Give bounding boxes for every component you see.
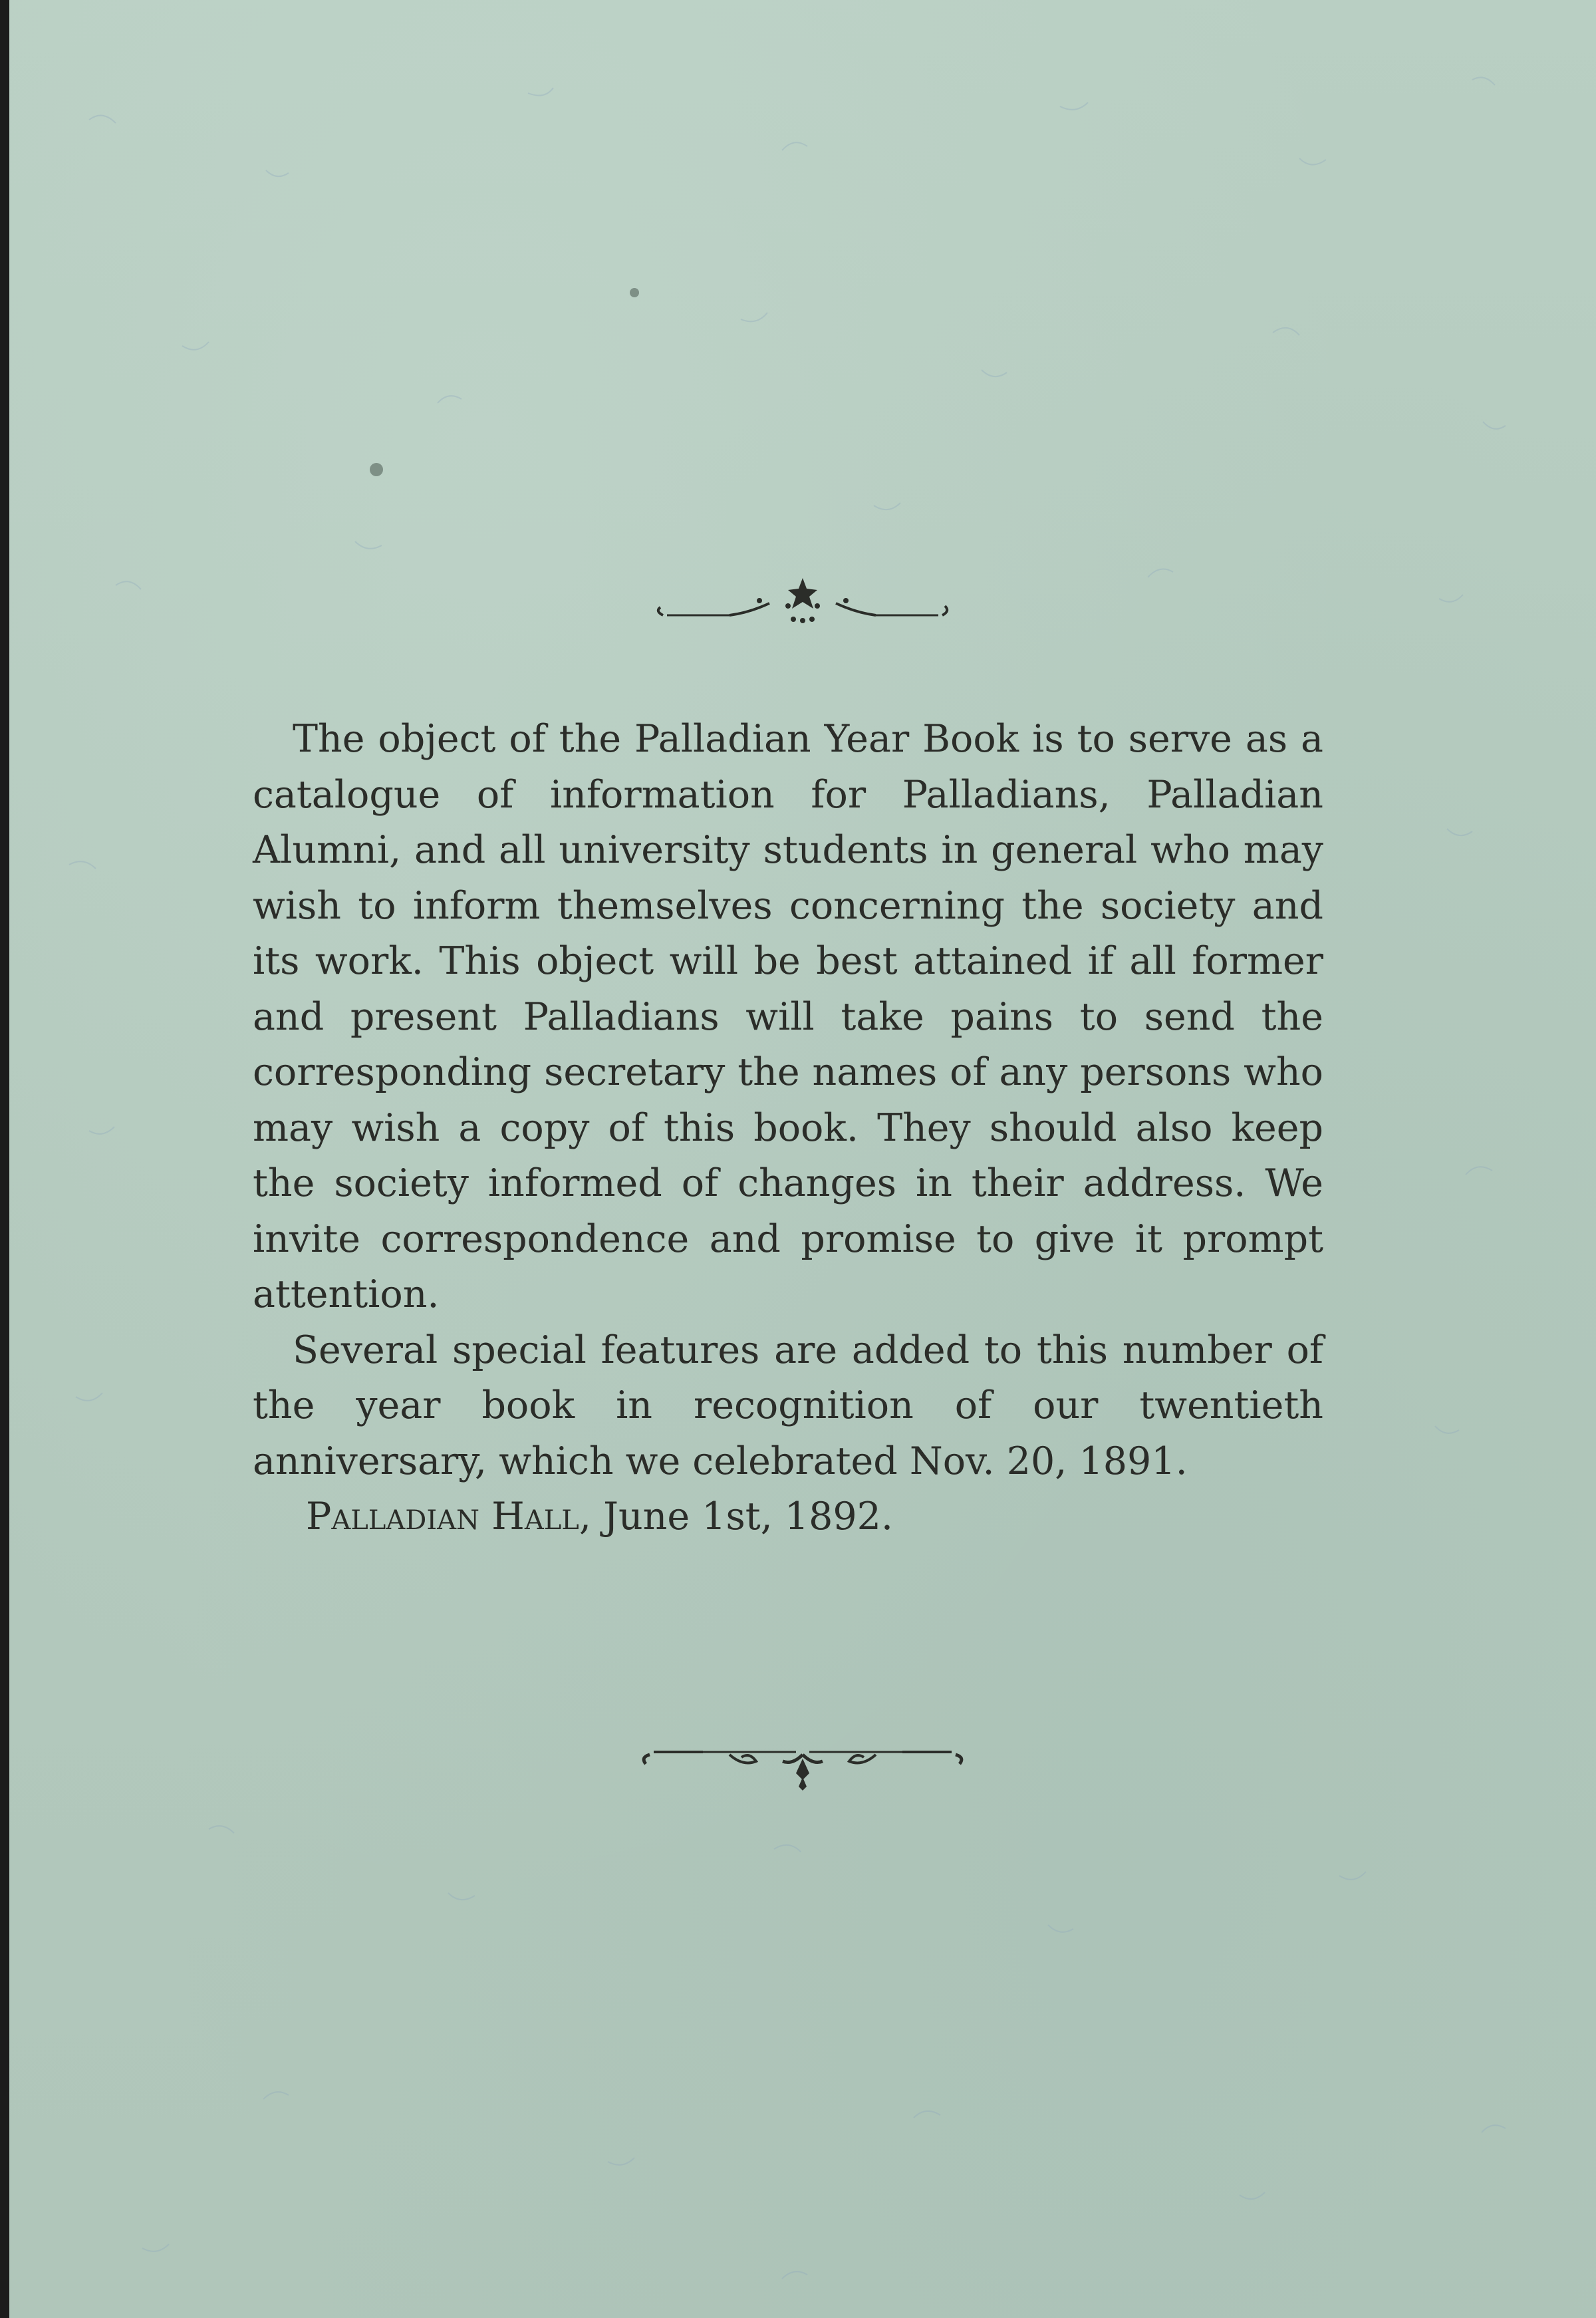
signoff-line (253, 1489, 1323, 1545)
preface-paragraph: The object of the Palladian Year Book is to serve as a catalogue of information for Palladians, Palladian Alumni, and all university students in general who may wish to inform themselves concerning the society and its work. This object will be best attained if all former and present Palladians will take pains to send the corresponding secretary the names of any persons who may wish a copy of this book. They should also keep the society informed of changes in their address. We invite correspondence and promise to give it prompt attention. (253, 717, 1323, 1316)
preface-text (253, 712, 1323, 1545)
document-page (9, 0, 1596, 2318)
signoff-place: Palladian Hall, (306, 1495, 591, 1538)
anniversary-paragraph: Several special features are added to this number of the year book in recognition of our twentieth anniversary, which we celebrated Nov. 20, 1891. (253, 1328, 1323, 1483)
signoff-date: June 1st, 1892. (603, 1495, 894, 1538)
bottom-fleuron-icon (9, 1735, 1596, 1795)
top-fleuron-icon (9, 569, 1596, 629)
